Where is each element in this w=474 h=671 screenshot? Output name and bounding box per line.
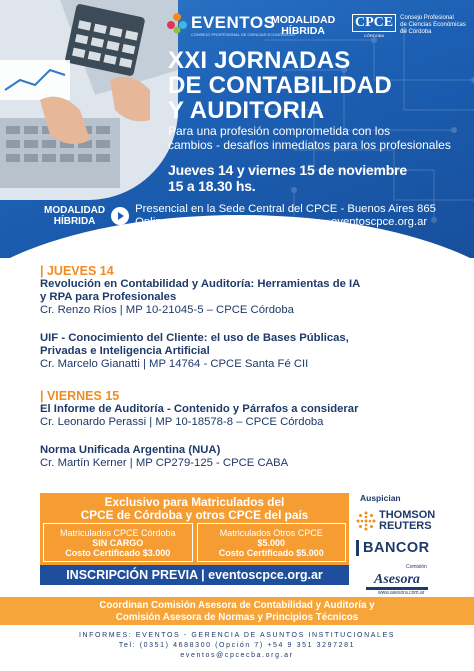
asesora-logo: Comisión Asesora www.asesora.com.ar (356, 564, 468, 596)
registration-link[interactable]: INSCRIPCIÓN PREVIA | eventoscpce.org.ar (40, 565, 349, 585)
program (40, 264, 465, 470)
talk-title: Norma Unificada Argentina (NUA) (40, 444, 221, 456)
sponsors-label: Auspician (360, 493, 401, 503)
price-others: Matriculados Otros CPCE $5.000 Costo Certificado $5.000 (197, 523, 347, 562)
day-thursday: | JUEVES 14 (40, 264, 114, 278)
modality-label: MODALIDAD HÍBRIDA (44, 205, 106, 227)
modality-details: Presencial en la Sede Central del CPCE - Buenos Aires 865 Online a través de la web de eventos - eventoscpce.org.ar (135, 203, 436, 228)
talk-item (40, 444, 465, 470)
logo-bar (166, 12, 466, 42)
eventos-star-icon (166, 12, 188, 34)
eventos-logo: EVENTOS CONSEJO PROFESIONAL DE CIENCIAS ECONÓMICAS (166, 12, 275, 34)
talk-item (40, 332, 465, 371)
contact-info: INFORMES: EVENTOS - GERENCIA DE ASUNTOS INSTITUCIONALES Tel: (0351) 4688300 (Opción 7) +54 9 351 3297281 eventos@cpcecba.org.ar (0, 631, 474, 661)
coordination-band: Coordinan Comisión Asesora de Contabilidad y Auditoría y Comisión Asesora de Normas y Principios Técnicos (0, 597, 474, 625)
talk-title: El Informe de Auditoría - Contenido y Párrafos a considerar (40, 403, 359, 415)
thomson-reuters-logo: THOMSON REUTERS (356, 510, 468, 532)
phone-line[interactable]: Tel: (0351) 4688300 (Opción 7) +54 9 351 3297281 (118, 642, 356, 649)
sponsors (356, 493, 468, 596)
play-icon (111, 207, 129, 225)
laptop-calculator-illustration (0, 0, 178, 200)
header-photo (0, 0, 178, 200)
registration-box (40, 493, 349, 585)
modality-row (44, 203, 436, 229)
talk-speaker: Cr. Renzo Ríos | MP 10-21045-5 – CPCE Córdoba (40, 304, 294, 316)
header-banner (0, 0, 474, 258)
modalidad-hibrida-logo: MODALIDAD HÍBRIDA (271, 14, 336, 37)
cpce-logo: CPCE CÓRDOBA Consejo Profesional de Ciencias Económicas de Córdoba (352, 14, 466, 38)
exclusive-notice: Exclusivo para Matriculados del CPCE de Córdoba y otros CPCE del país (40, 493, 349, 523)
event-title: XXI JORNADAS DE CONTABILIDAD Y AUDITORIA (168, 47, 392, 124)
talk-speaker: Cr. Marcelo Gianatti | MP 14764 - CPCE Santa Fé CII (40, 358, 309, 370)
event-subtitle: Para una profesión comprometida con los cambios - desafíos inmediatos para los profesionales (168, 124, 451, 152)
talk-item (40, 278, 465, 317)
cpce-org-name: Consejo Profesional de Ciencias Económicas de Córdoba (400, 15, 466, 35)
event-date: Jueves 14 y viernes 15 de noviembre 15 a 18.30 hs. (168, 162, 407, 194)
bancor-logo: BANCOR (356, 540, 468, 556)
bancor-bar-icon (356, 540, 359, 556)
thomson-reuters-dots-icon (356, 511, 376, 531)
talk-speaker: Cr. Martín Kerner | MP CP279-125 - CPCE CABA (40, 457, 289, 469)
talk-item (40, 403, 465, 429)
email-link[interactable]: eventos@cpcecba.org.ar (180, 652, 294, 659)
talk-speaker: Cr. Leonardo Perassi | MP 10-18578-8 – CPCE Córdoba (40, 416, 324, 428)
talk-title: UIF - Conocimiento del Cliente: el uso de Bases Públicas, Privadas e Inteligencia Artificial (40, 332, 349, 357)
price-cordoba: Matriculados CPCE Córdoba SIN CARGO Costo Certificado $3.000 (43, 523, 193, 562)
day-friday: | VIERNES 15 (40, 389, 120, 403)
talk-title: Revolución en Contabilidad y Auditoría: Herramientas de IA y RPA para Profesionales (40, 278, 361, 303)
price-panel (40, 523, 349, 565)
